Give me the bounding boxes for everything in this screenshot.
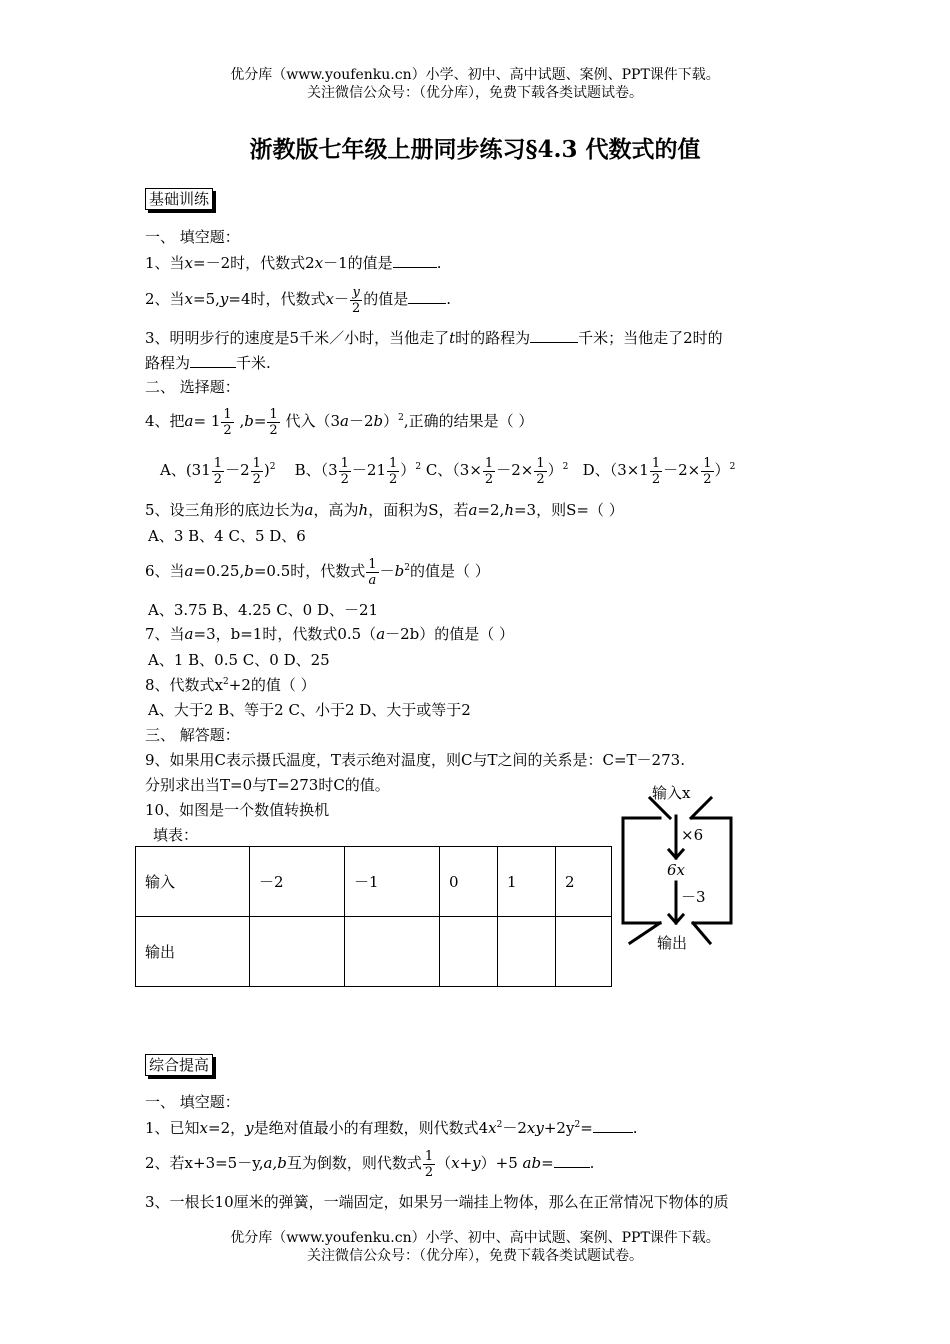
fill-table-label: 填表： [153,826,199,844]
question-7-options: A、1 B、0.5 C、0 D、25 [148,651,330,669]
answer-blank[interactable] [408,289,446,304]
question-2: 2、当x=5,y=4时，代数式x－ $\frac{y}{2}$ 的值是 . [145,284,452,316]
footer-line-2: 关注微信公众号：（优分库），免费下载各类试题试卷。 [307,1248,643,1264]
part-solve: 三、 解答题： [145,726,240,744]
answer-blank[interactable] [593,1118,633,1133]
footer-line-1: 优分库（www.youfenku.cn）小学、初中、高中试题、案例、PPT课件下载。 [230,1230,720,1246]
question-6-options: A、3.75 B、4.25 C、0 D、－21 [148,601,379,619]
table-row [136,847,612,917]
table-answer-cell[interactable] [556,917,612,987]
page-title: 浙教版七年级上册同步练习§4.3 代数式的值 [249,136,701,163]
machine-frame-left [623,818,660,923]
machine-mid-value: 6x [667,861,686,879]
part-fill-blank: 一、 填空题： [145,228,240,246]
table-answer-cell[interactable] [498,917,556,987]
question-7: 7、当a=3，b=1时，代数式0.5（a－2b）的值是（ ） [145,625,515,643]
question-10: 10、如图是一个数值转换机 [145,801,330,819]
funnel-line [693,923,710,943]
answer-blank[interactable] [393,253,437,268]
question-3-cont: 路程为 千米. [145,354,271,372]
funnel-line [630,923,660,943]
funnel-line [691,798,711,818]
answer-blank[interactable] [554,1153,590,1168]
advanced-question-2: 2、若x+3=5－y,a,b互为倒数，则代数式 $\frac{1}{2}$ （x+y）+5 ab= . [145,1148,595,1180]
question-6: 6、当a=0.25,b=0.5时，代数式 $\frac{1}{a}$ $-b^2$的值是（ ） [145,556,490,588]
fraction: $\frac{1}{2}$ [223,406,232,438]
question-5: 5、设三角形的底边长为a，高为h，面积为S，若a=2,h=3，则S=（ ） [145,501,624,519]
question-3: 3、明明步行的速度是5千米／小时，当他走了t时的路程为 千米；当他走了2时的 [145,329,723,347]
machine-input-label: 输入x [652,784,691,802]
section-tag-basic: 基础训练 [145,188,213,210]
fraction: $\frac{1}{2}$ [424,1148,434,1180]
table-cell: －2 [250,847,345,917]
header-line-1: 优分库（www.youfenku.cn）小学、初中、高中试题、案例、PPT课件下载。 [230,67,720,83]
machine-op-minus-3: －3 [681,888,706,906]
section-tag-advanced: 综合提高 [145,1054,213,1076]
question-4: 4、把a= 1 $\frac{1}{2}$ ,b= $\frac{1}{2}$ 代入$(3a-2b)^2$,正确的结果是（ ） [145,406,534,438]
advanced-question-1: 1、已知x=2，y是绝对值最小的有理数，则代数式$4x^2-2xy+2y^2=$ . [145,1119,638,1137]
conversion-machine-diagram [615,778,745,958]
table-header-output: 输出 [136,917,250,987]
question-8: 8、代数式$x^2+2$的值（ ） [145,676,316,694]
question-9: 9、如果用C表示摄氏温度，T表示绝对温度，则C与T之间的关系是：C=T－273. [145,751,685,769]
conversion-table [135,846,612,987]
question-8-options: A、大于2 B、等于2 C、小于2 D、大于或等于2 [148,701,471,719]
answer-blank[interactable] [190,353,236,368]
table-answer-cell[interactable] [440,917,498,987]
table-answer-cell[interactable] [250,917,345,987]
table-header-input: 输入 [136,847,250,917]
table-cell: －1 [345,847,440,917]
table-row [136,917,612,987]
part-multiple-choice: 二、 选择题： [145,378,240,396]
fraction: $\frac{1}{2}$ [269,406,278,438]
question-5-options: A、3 B、4 C、5 D、6 [148,527,306,545]
fraction: $\frac{1}{a}$ [368,556,377,588]
machine-op-times-6: ×6 [681,826,704,844]
question-1: 1、当x=－2时，代数式2x－1的值是 . [145,254,442,272]
advanced-question-3: 3、一根长10厘米的弹簧，一端固定，如果另一端挂上物体，那么在正常情况下物体的质 [145,1193,729,1211]
question-4-options: A、(31 $\frac{1}{2}$ －2 $\frac{1}{2}$ )$^2$ B、（3 $\frac{1}{2}$ －21 $\frac{1}{2}$ ）$^2$ C、（3× $\frac{1}{2}$ －2× $\frac{1}{2}$ ）$^2$ D、（3×1 $\frac{1}{2}$ －2× $\frac{1}{2}$ ）$^2$ [160,455,736,487]
table-cell: 2 [556,847,612,917]
answer-blank[interactable] [530,328,578,343]
machine-output-label: 输出 [657,934,688,952]
header-line-2: 关注微信公众号：（优分库），免费下载各类试题试卷。 [307,85,643,101]
table-cell: 1 [498,847,556,917]
table-answer-cell[interactable] [345,917,440,987]
question-9-cont: 分别求出当T=0与T=273时C的值。 [145,776,390,794]
table-cell: 0 [440,847,498,917]
part-fill-blank-2: 一、 填空题： [145,1093,240,1111]
fraction: $\frac{y}{2}$ [352,284,361,316]
